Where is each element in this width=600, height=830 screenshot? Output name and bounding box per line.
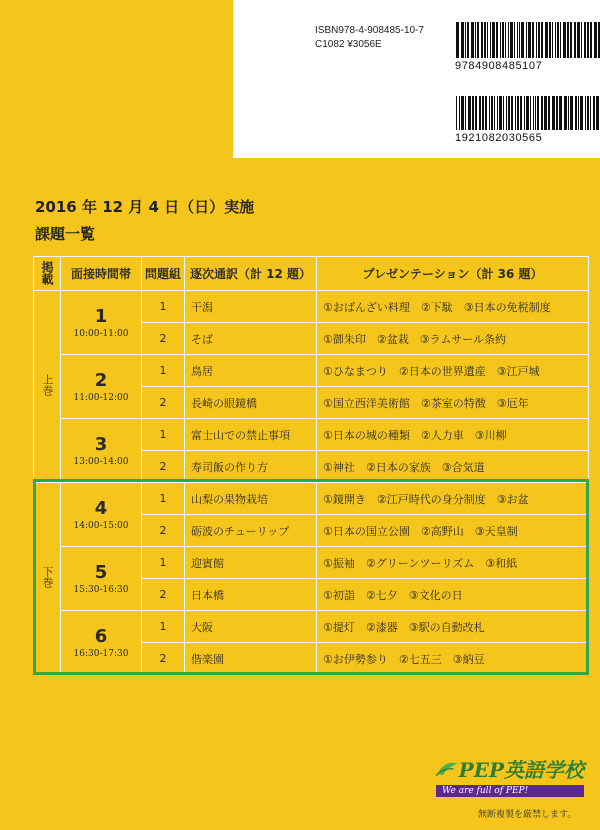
time-slot	[61, 611, 142, 675]
presentation-topics: ①神社 ②日本の家族 ③合気道	[317, 451, 589, 483]
consecutive-topic: 長崎の眼鏡橋	[185, 387, 317, 419]
pep-logo	[436, 754, 584, 797]
time-slot	[61, 355, 142, 419]
consecutive-topic: 干潟	[185, 291, 317, 323]
barcode-bar	[584, 22, 586, 58]
barcode-bar	[521, 22, 524, 58]
barcode-bar	[594, 22, 597, 58]
barcode-bar	[524, 96, 525, 130]
group-number: 1	[142, 611, 185, 643]
barcode-bar	[533, 96, 534, 130]
slot-number: 1	[94, 305, 108, 327]
barcode-bar	[510, 22, 513, 58]
barcode-bar	[456, 22, 459, 58]
slot-time-range: 15:30-16:30	[73, 584, 129, 595]
leaf-icon	[436, 760, 459, 778]
barcode-bar	[519, 22, 520, 58]
group-number: 1	[142, 291, 185, 323]
group-number: 1	[142, 419, 185, 451]
barcode-bar	[570, 96, 573, 130]
barcode-bar	[559, 96, 562, 130]
isbn-number: ISBN978-4-908485-10-7	[315, 25, 424, 36]
barcode-bar	[465, 22, 466, 58]
presentation-topics: ①御朱印 ②盆栽 ③ラムサール条約	[317, 323, 589, 355]
barcode-2	[456, 96, 600, 130]
barcode-bar	[580, 96, 583, 130]
slot-time-range: 10:00-11:00	[73, 328, 129, 339]
barcode-bar	[564, 96, 567, 130]
barcode-bar	[502, 22, 504, 58]
barcode-bar	[581, 22, 582, 58]
slot-number: 4	[94, 497, 108, 519]
barcode-bar	[500, 22, 501, 58]
barcode-bar	[535, 96, 536, 130]
barcode-2-number: 1921082030565	[455, 132, 543, 144]
time-slot	[61, 483, 142, 547]
isbn-info	[315, 24, 424, 52]
barcode-bar	[472, 96, 474, 130]
presentation-topics: ①初詣 ②七夕 ③文化の日	[317, 579, 589, 611]
barcode-bar	[471, 22, 474, 58]
consecutive-topic: 山梨の果物栽培	[185, 483, 317, 515]
barcode-bar	[530, 96, 531, 130]
barcode-bar	[511, 96, 513, 130]
consecutive-topic: 迎賓館	[185, 547, 317, 579]
barcode-bar	[484, 22, 486, 58]
barcode-bar	[537, 96, 539, 130]
table-row	[34, 419, 589, 451]
topic-table	[33, 256, 589, 675]
barcode-bar	[552, 22, 553, 58]
barcode-bar	[555, 22, 556, 58]
barcode-bar	[492, 22, 495, 58]
presentation-topics: ①ひなまつり ②日本の世界遺産 ③江戸城	[317, 355, 589, 387]
barcode-bar	[552, 96, 555, 130]
barcode-bar	[461, 96, 464, 130]
presentation-topics: ①振袖 ②グリーンツーリズム ③和紙	[317, 547, 589, 579]
group-number: 2	[142, 515, 185, 547]
header-group: 問題組	[142, 257, 185, 291]
barcode-bar	[489, 96, 490, 130]
consecutive-topic: 鳥居	[185, 355, 317, 387]
slot-number: 2	[94, 369, 108, 391]
presentation-topics: ①国立西洋美術館 ②茶室の特徴 ③厄年	[317, 387, 589, 419]
barcode-bar	[468, 96, 471, 130]
table-row	[34, 291, 589, 323]
barcode-bar	[577, 22, 580, 58]
barcode-bar	[536, 22, 537, 58]
barcode-bar	[560, 22, 561, 58]
group-number: 2	[142, 579, 185, 611]
barcode-bar	[544, 96, 547, 130]
group-number: 2	[142, 323, 185, 355]
presentation-topics: ①日本の城の種類 ②人力車 ③川柳	[317, 419, 589, 451]
slot-time-range: 14:00-15:00	[73, 520, 129, 531]
barcode-1-number: 9784908485107	[455, 60, 543, 72]
header-consecutive: 逐次通訳（計 12 題）	[185, 257, 317, 291]
barcode-bar	[548, 96, 550, 130]
barcode-bar	[490, 22, 491, 58]
group-number: 2	[142, 643, 185, 675]
slot-number: 5	[94, 561, 108, 583]
barcode-1	[456, 22, 600, 58]
barcode-bar	[528, 22, 531, 58]
barcode-bar	[503, 96, 504, 130]
barcode-bar	[587, 96, 589, 130]
presentation-topics: ①鏡開き ②江戸時代の身分制度 ③お盆	[317, 483, 589, 515]
group-number: 2	[142, 451, 185, 483]
barcode-bar	[494, 96, 495, 130]
consecutive-topic: 砺波のチューリップ	[185, 515, 317, 547]
barcode-bar	[499, 96, 502, 130]
table-row	[34, 611, 589, 643]
barcode-bar	[538, 22, 540, 58]
barcode-bar	[475, 22, 476, 58]
barcode-bar	[461, 22, 464, 58]
logo-tagline: We are full of PEP!	[436, 785, 584, 797]
header-presentation: プレゼンテーション（計 36 題）	[317, 257, 589, 291]
time-slot	[61, 547, 142, 611]
barcode-bar	[541, 96, 543, 130]
barcode-bar	[520, 96, 522, 130]
barcode-bar	[491, 96, 493, 130]
slot-number: 6	[94, 625, 108, 647]
barcode-bar	[456, 96, 457, 130]
barcode-bar	[556, 96, 558, 130]
presentation-topics: ①日本の国立公園 ②高野山 ③天皇制	[317, 515, 589, 547]
barcode-bar	[479, 96, 481, 130]
consecutive-topic: 偕楽園	[185, 643, 317, 675]
barcode-bar	[545, 22, 548, 58]
barcode-bar	[526, 96, 529, 130]
consecutive-topic: 寿司飯の作り方	[185, 451, 317, 483]
barcode-bar	[508, 22, 509, 58]
barcode-bar	[590, 96, 591, 130]
barcode-bar	[557, 22, 559, 58]
time-slot	[61, 291, 142, 355]
barcode-bar	[574, 22, 576, 58]
barcode-bar	[506, 96, 507, 130]
volume-label: 上巻	[34, 291, 61, 483]
barcode-bar	[568, 96, 569, 130]
volume-label: 下巻	[34, 483, 61, 675]
barcode-bar	[515, 96, 516, 130]
barcode-bar	[467, 22, 469, 58]
barcode-bar	[485, 96, 487, 130]
barcode-bar	[587, 22, 589, 58]
consecutive-topic: 大阪	[185, 611, 317, 643]
slot-time-range: 13:00-14:00	[73, 456, 129, 467]
consecutive-topic: そば	[185, 323, 317, 355]
exam-date-heading: 2016 年 12 月 4 日（日）実施	[35, 198, 255, 216]
barcode-bar	[487, 22, 488, 58]
presentation-topics: ①お伊勢参り ②七五三 ③納豆	[317, 643, 589, 675]
topic-list-heading: 課題一覧	[35, 225, 96, 243]
group-number: 2	[142, 387, 185, 419]
barcode-bar	[508, 96, 510, 130]
logo-name: PEP英語学校	[458, 758, 584, 782]
barcode-bar	[517, 22, 518, 58]
barcode-bar	[578, 96, 579, 130]
header-time: 面接時間帯	[61, 257, 142, 291]
group-number: 1	[142, 355, 185, 387]
barcode-bar	[526, 22, 527, 58]
presentation-topics: ①おばんざい料理 ②下駄 ③日本の免税制度	[317, 291, 589, 323]
price-code: C1082 ¥3056E	[315, 39, 382, 50]
barcode-bar	[475, 96, 477, 130]
table-row	[34, 547, 589, 579]
presentation-topics: ①提灯 ②漆器 ③駅の自動改札	[317, 611, 589, 643]
time-slot	[61, 419, 142, 483]
barcode-bar	[497, 96, 498, 130]
barcode-bar	[517, 96, 519, 130]
table-row	[34, 355, 589, 387]
header-volume: 掲載	[34, 257, 61, 291]
barcode-bar	[459, 96, 460, 130]
table-row	[34, 483, 589, 515]
consecutive-topic: 富士山での禁止事項	[185, 419, 317, 451]
barcode-bar	[481, 22, 483, 58]
barcode-bar	[596, 96, 599, 130]
barcode-bar	[465, 96, 466, 130]
barcode-bar	[541, 22, 543, 58]
barcode-bar	[593, 96, 595, 130]
group-number: 1	[142, 547, 185, 579]
barcode-bar	[590, 22, 592, 58]
barcode-bar	[514, 22, 515, 58]
barcode-bar	[532, 22, 534, 58]
barcode-bar	[563, 22, 566, 58]
slot-number: 3	[94, 433, 108, 455]
barcode-bar	[549, 22, 551, 58]
barcode-bar	[482, 96, 484, 130]
group-number: 1	[142, 483, 185, 515]
barcode-bar	[570, 22, 572, 58]
barcode-bar	[567, 22, 569, 58]
table-header-row	[34, 257, 589, 291]
barcode-bar	[575, 96, 577, 130]
consecutive-topic: 日本橋	[185, 579, 317, 611]
slot-time-range: 16:30-17:30	[73, 648, 129, 659]
barcode-bar	[585, 96, 586, 130]
isbn-panel	[233, 0, 600, 158]
barcode-bar	[496, 22, 498, 58]
barcode-bar	[505, 22, 506, 58]
copyright-notice: 無断複製を厳禁します。	[478, 810, 577, 820]
barcode-bar	[477, 22, 479, 58]
slot-time-range: 11:00-12:00	[73, 392, 129, 403]
